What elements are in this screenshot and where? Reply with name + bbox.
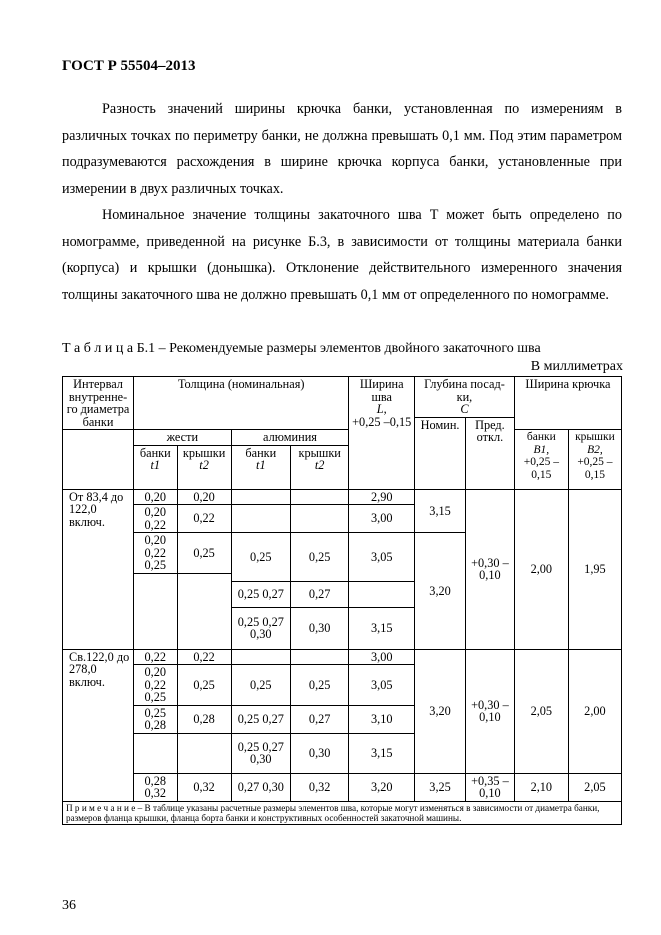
- table-note-row: [63, 801, 622, 824]
- table-cell: 0,25: [291, 665, 349, 706]
- header-tin: жести: [134, 430, 232, 446]
- table-cell: 2,05: [568, 773, 621, 801]
- header-interval: Интервал внутренне-го диаметра банки: [63, 377, 134, 430]
- hook-can-tolerance: +0,25 –0,15: [523, 456, 559, 481]
- table-cell: 3,00: [349, 649, 415, 665]
- table-cell: 0,27: [291, 705, 349, 733]
- table-cell: [231, 649, 290, 665]
- al-can-symbol: t1: [256, 458, 266, 472]
- table-caption: [62, 341, 541, 357]
- group1-interval: От 83,4 до 122,0 включ.: [63, 489, 134, 649]
- header-limit-deviation: Пред. откл.: [466, 417, 515, 489]
- header-hook-width: Ширина крючка: [514, 377, 621, 430]
- table-row: [63, 649, 622, 665]
- header-depth: [415, 377, 515, 418]
- header-tin-can: [134, 445, 177, 489]
- table-cell: [231, 505, 290, 533]
- table-cell: 0,28 0,32: [134, 773, 177, 801]
- header-hook-lid: [568, 430, 621, 490]
- table-cell: 0,22: [134, 649, 177, 665]
- table-cell: [291, 489, 349, 505]
- table-cell: 0,25: [231, 665, 290, 706]
- hook-can-label: банки: [526, 431, 556, 443]
- paragraph-seam-thickness: Номинальное значение толщины закаточного шва T может быть определено по номограмме, приведенной на рисунке Б.3, в зависимости от толщины материала банки (корпуса) и крышки (донышка). Отклонение действительного измеренного значения толщины закаточного шва не должно превышать 0,1 мм от определенного по номограмме.: [62, 207, 622, 303]
- table-cell: [349, 581, 415, 607]
- table-caption-lead: Т а б л и ц а: [62, 341, 134, 356]
- table-cell: 2,05: [514, 649, 568, 773]
- header-interval-cont: [63, 430, 134, 490]
- table-cell: 0,25 0,27 0,30: [231, 607, 290, 649]
- paragraph-hook-width: Разность значений ширины крючка банки, установленная по измерениям в различных точках по периметру банки, не должна превышать 0,1 мм. Под этим параметром подразумеваются расхождения в ширине крючка корпуса банки, установленные при измерении в двух различных точках.: [62, 101, 622, 197]
- al-can-label: банки: [245, 445, 277, 460]
- table-cell: 0,25 0,27: [231, 705, 290, 733]
- tin-can-symbol: t1: [150, 458, 161, 472]
- table-cell: [177, 733, 231, 773]
- table-cell: [291, 649, 349, 665]
- table-cell: 0,25 0,27: [231, 581, 290, 607]
- depth-symbol: C: [460, 402, 469, 416]
- table-cell: 0,25: [291, 533, 349, 582]
- table-cell: 0,20 0,22: [134, 505, 177, 533]
- hook-lid-symbol: B2,: [587, 443, 603, 456]
- document-header: ГОСТ Р 55504–2013: [62, 58, 196, 74]
- table-cell: +0,35 –0,10: [466, 773, 515, 801]
- table-note: [63, 801, 622, 824]
- table-cell: 3,20: [415, 533, 466, 650]
- table-cell: 3,15: [349, 607, 415, 649]
- seam-width-tolerance: +0,25 –0,15: [352, 414, 412, 429]
- table-row: [63, 773, 622, 801]
- hook-can-symbol: B1,: [533, 443, 550, 456]
- header-row-3: [63, 430, 622, 446]
- header-aluminum: алюминия: [231, 430, 349, 446]
- table-cell: 0,20 0,22 0,25: [134, 665, 177, 706]
- table-cell: 3,15: [415, 489, 466, 533]
- header-thickness: Толщина (номинальная): [134, 377, 349, 430]
- table-cell: [134, 573, 177, 649]
- table-cell: 3,10: [349, 705, 415, 733]
- table-cell: 0,20 0,22 0,25: [134, 533, 177, 574]
- table-units: В миллиметрах: [530, 359, 623, 374]
- table-cell: 3,15: [349, 733, 415, 773]
- table-cell: 0,28: [177, 705, 231, 733]
- table-cell: 3,05: [349, 665, 415, 706]
- table-cell: [231, 489, 290, 505]
- al-lid-symbol: t2: [314, 458, 325, 472]
- table-note-lead: П р и м е ч а н и е: [66, 802, 136, 813]
- table-cell: 0,20: [177, 489, 231, 505]
- header-row-1: [63, 377, 622, 418]
- header-seam-width: [349, 377, 415, 490]
- table-cell: 0,32: [177, 773, 231, 801]
- page-number: 36: [62, 898, 76, 913]
- table-cell: 0,27: [291, 581, 349, 607]
- table-cell: 0,32: [291, 773, 349, 801]
- table-cell: 3,20: [349, 773, 415, 801]
- hook-lid-label: крышки: [575, 431, 615, 443]
- seam-width-title: Ширина шва: [359, 377, 404, 404]
- table-caption-text: Б.1 – Рекомендуемые размеры элементов двойного закаточного шва: [136, 341, 541, 356]
- seam-dimensions-table: [62, 376, 622, 825]
- header-hook-can: [514, 430, 568, 490]
- tin-can-label: банки: [139, 445, 171, 460]
- table-cell: 2,90: [349, 489, 415, 505]
- header-tin-lid: [177, 445, 231, 489]
- table-note-text: – В таблице указаны расчетные размеры элементов шва, которые могут изменяться в зависимости от диаметра банки, размеров фланца крышки, фланца борта банки и конструктивных особенностей закаточной машины.: [66, 802, 600, 823]
- header-nominal: Номин.: [415, 417, 466, 489]
- table-row: [63, 489, 622, 505]
- table-cell: 2,00: [514, 489, 568, 649]
- table-cell: 0,25 0,27 0,30: [231, 733, 290, 773]
- table-cell: 2,00: [568, 649, 621, 773]
- table-cell: 2,10: [514, 773, 568, 801]
- table-cell: 0,25: [231, 533, 290, 582]
- table-cell: 0,22: [177, 649, 231, 665]
- table-cell: 3,00: [349, 505, 415, 533]
- hook-lid-tolerance: +0,25 –0,15: [577, 456, 613, 481]
- table-cell: 0,25: [177, 665, 231, 706]
- table-cell: 0,25 0,28: [134, 705, 177, 733]
- table-cell: [291, 505, 349, 533]
- table-cell: 3,05: [349, 533, 415, 582]
- table-cell: 3,25: [415, 773, 466, 801]
- table-cell: +0,30 –0,10: [466, 489, 515, 649]
- table-cell: 0,25: [177, 533, 231, 574]
- table-cell: [177, 573, 231, 649]
- table-cell: 0,22: [177, 505, 231, 533]
- header-al-lid: [291, 445, 349, 489]
- header-al-can: [231, 445, 290, 489]
- table-cell: 0,27 0,30: [231, 773, 290, 801]
- tin-lid-symbol: t2: [199, 458, 209, 472]
- table-cell: 1,95: [568, 489, 621, 649]
- table-cell: 0,30: [291, 607, 349, 649]
- table-cell: [134, 733, 177, 773]
- table-cell: 0,20: [134, 489, 177, 505]
- depth-title: Глубина посад-ки,: [424, 377, 505, 404]
- table-cell: +0,30 –0,10: [466, 649, 515, 773]
- table-cell: 3,20: [415, 649, 466, 773]
- seam-width-symbol: L,: [376, 402, 387, 416]
- al-lid-label: крышки: [298, 445, 341, 460]
- table-cell: 0,30: [291, 733, 349, 773]
- group2-interval: Св.122,0 до 278,0 включ.: [63, 649, 134, 801]
- tin-lid-label: крышки: [182, 445, 226, 460]
